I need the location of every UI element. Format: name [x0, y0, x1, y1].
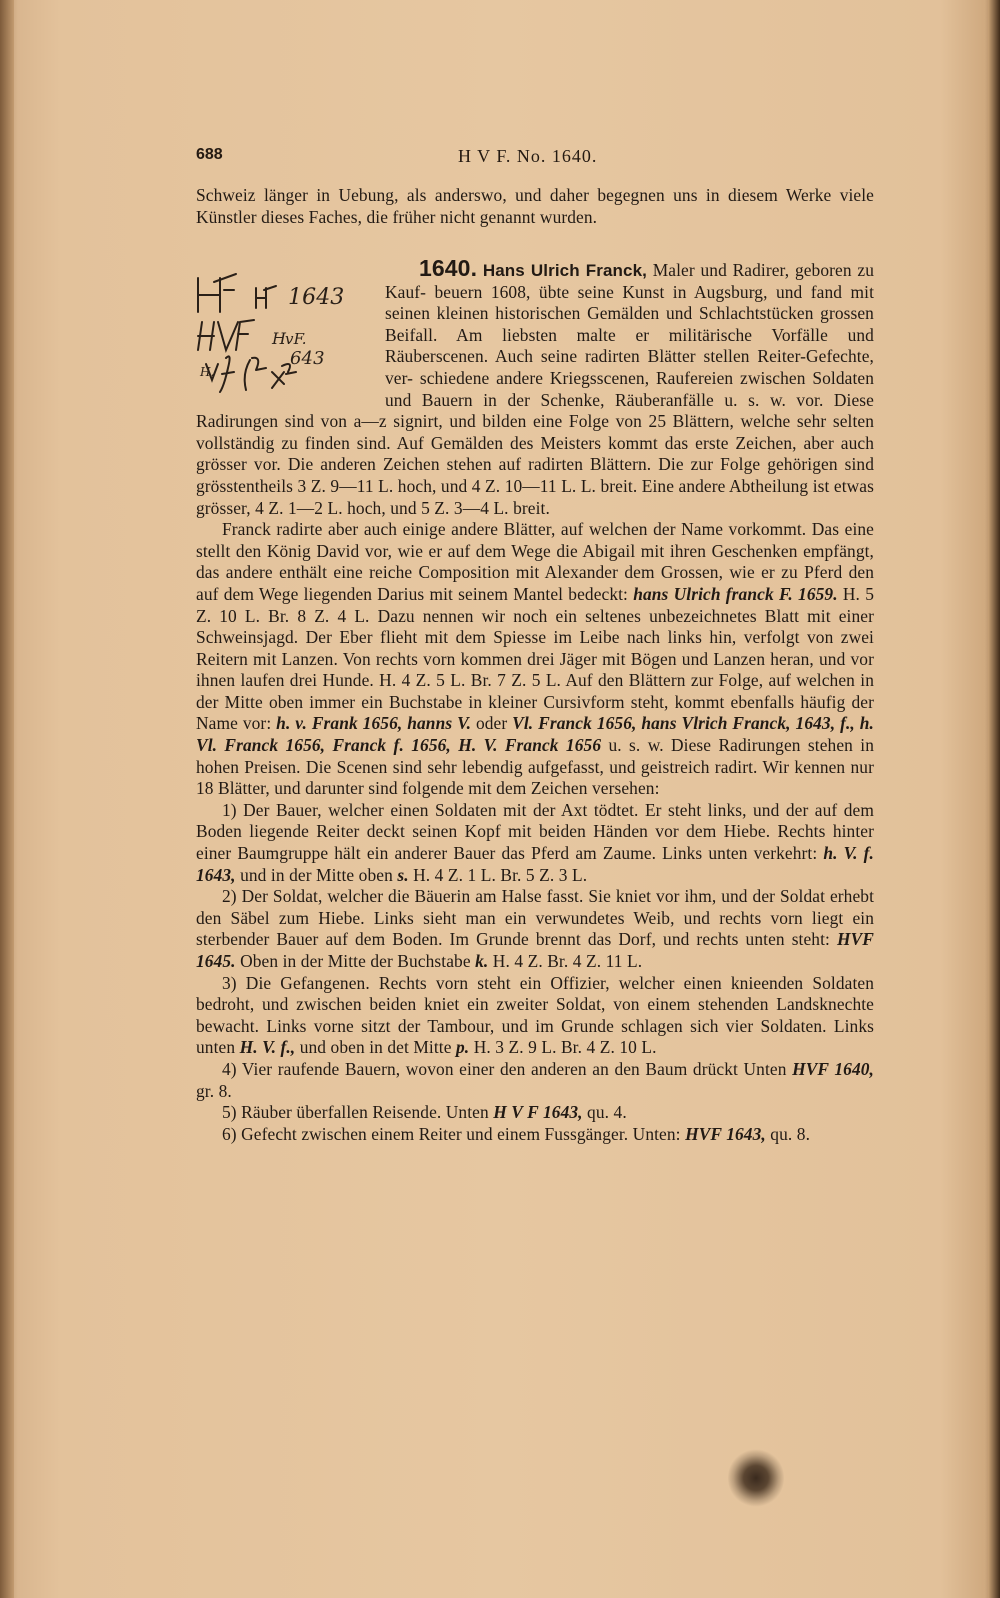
- item-3-text: H. 3 Z. 9 L. Br. 4 Z. 10 L.: [469, 1037, 657, 1058]
- intro-text: Schweiz länger in Uebung, als anderswo, und daher begegnen uns in diesem Werke viele Künstler dieses Faches, die früher nicht genannt wurden.: [196, 185, 874, 227]
- item-6-mark: HVF 1643,: [685, 1123, 766, 1144]
- list-item: [196, 1059, 874, 1102]
- entry-line-7: schiedene andere Kriegsscenen, Raufereien zwischen: [419, 367, 806, 388]
- item-4-text: 4) Vier raufende Bauern, wovon einer den anderen an den Baum drückt Unten: [222, 1058, 793, 1079]
- list-item: [196, 973, 874, 1059]
- entry-line-2: beuern 1608, übte seine Kunst in Augsburg, und: [434, 281, 803, 302]
- item-3-text: 3) Die Gefangenen. Rechts vorn steht ein Offizier, welcher einen knieenden Soldaten bedroht, und zwischen beiden kniet ein zweiter Soldat, von einem stehenden Landsknechte bewacht. Links vorne sitzt der Tambour, und im Grunde schlagen sich vier Soldaten. Links unten: [196, 972, 874, 1058]
- item-6-text: qu. 8.: [765, 1123, 811, 1144]
- item-1-mark: h. V. f. 1643,: [196, 843, 874, 885]
- item-2-text: Oben in der Mitte der Buchstabe: [235, 951, 476, 971]
- monogram-signatures: [192, 260, 382, 410]
- item-3-mark: H. V. f.,: [239, 1037, 296, 1058]
- item-2-mark: HVF 1645.: [196, 929, 874, 971]
- entry-line-6: seine radirten Blätter stellen Reiter-Gefechte, ver-: [385, 346, 874, 388]
- entry-line-1: Maler und Radirer, geboren zu Kauf-: [385, 260, 875, 302]
- item-3-text: und oben in det Mitte: [295, 1037, 456, 1058]
- paragraph-other-prints: [196, 519, 874, 800]
- item-2-text: H. 4 Z. Br. 4 Z. 11 L.: [488, 951, 643, 971]
- item-5-text: qu. 4.: [582, 1102, 627, 1123]
- artist-name: Hans Ulrich Franck,: [482, 261, 647, 280]
- para2-text: oder: [471, 713, 513, 734]
- svg-text:1643: 1643: [288, 285, 345, 310]
- item-1-text: und in der Mitte oben: [235, 864, 398, 885]
- item-3-mark: p.: [456, 1037, 470, 1058]
- header-title: H V F. No. 1640.: [458, 146, 598, 166]
- svg-text:643: 643: [290, 348, 325, 369]
- page-number: 688: [196, 146, 223, 163]
- item-4-mark: HVF 1640,: [792, 1058, 874, 1079]
- svg-text:H.: H.: [200, 365, 215, 379]
- entry-line-3: fand mit seinen kleinen historischen Gemälden und: [385, 281, 874, 324]
- para2-text: u. s. w. Diese Radirungen stehen in hohen Preisen. Die Scenen sind sehr lebendig aufgefasst, und geistreich radirt. Wir kennen nur 18 Blätter, und darunter sind folgende mit dem Zeichen versehen:: [196, 735, 875, 799]
- list-item: [196, 800, 874, 886]
- ink-smudge: [728, 1448, 784, 1508]
- item-4-text: gr. 8.: [196, 1080, 232, 1101]
- monograms: [192, 260, 377, 410]
- item-6-text: 6) Gefecht zwischen einem Reiter und einem Fussgänger. Unten:: [222, 1123, 686, 1144]
- entry-line-4: Schlachtstücken grossen Beifall. Am liebsten malte: [385, 303, 874, 345]
- numbered-prints-list: [196, 800, 874, 1146]
- svg-text:vF.: vF.: [285, 330, 307, 348]
- intro-paragraph: [196, 185, 874, 228]
- para2-text: Franck radirte aber auch einige andere Blätter, auf welchen der Name vorkommt. Das eine stellt den König David vor, wie er auf dem Wege die Abigail mit ihren Geschenken empfängt, das andere enthält eine reiche Composition mit Alexander dem Grossen, wie er zu Pferd den auf dem Wege liegenden Darius mit seinem Mantel bedeckt:: [196, 519, 874, 604]
- entry-para-rest: Soldaten und Bauern in der Schenke, Räuberanfälle u. s. w. vor. Diese Radirungen sind von a—z signirt, und bilden eine Folge von 25 Blättern, welche sehr selten vollständig zu finden sind. Auf Gemälden des Meisters kommt das erste Zeichen, aber auch grösser vor. Die anderen Zeichen stehen auf radirten Blättern. Die zur Folge gehörigen sind grösstentheils 3 Z. 9—11 L. hoch, und 4 Z. 10—11 L. L. breit. Eine andere Abtheilung ist etwas grösser, 4 Z. 1—2 L. hoch, und 5 Z. 3—4 L. breit.: [196, 367, 874, 518]
- item-1-text: 1) Der Bauer, welcher einen Soldaten mit der Axt tödtet. Er steht links, und der auf dem Boden liegende Reiter deckt seinen Kopf mit beiden Händen vor dem Hiebe. Rechts hinter einer Baumgruppe hält ein anderer Bauer das Pferd am Zaume. Links unten verkehrt:: [196, 799, 874, 864]
- para2-mark: h. v. Frank 1656, hanns V.: [276, 713, 472, 734]
- para2-text: H. 5 Z. 10 L. Br. 8 Z. 4 L. Dazu nennen wir noch ein seltenes unbezeichnetes Blatt mit einer Schweinsjagd. Der Eber flieht mit dem Spiesse im Leibe nach links hin, verfolgt von zwei Reitern mit Lanzen. Von rechts vorn kommen drei Jäger mit Bögen und Lanzen heran, und vor ihnen laufen drei Hunde. H. 4 Z. 5 L. Br. 7 Z. 5 L. Auf den Blättern zur Folge, auf welchen in der Mitte oben immer ein Buchstabe in kleiner Cursivform steht, kommt ebenfalls häufig der Name vor:: [196, 583, 874, 734]
- list-item: [196, 1124, 874, 1146]
- svg-text:H: H: [272, 329, 287, 348]
- para2-mark: hans Ulrich franck F. 1659.: [633, 583, 838, 604]
- item-1-mark: s.: [397, 864, 409, 885]
- entry-number: 1640.: [419, 255, 478, 281]
- list-item: [196, 1102, 874, 1124]
- entry-1640: [196, 255, 875, 1145]
- item-2-text: 2) Der Soldat, welcher die Bäuerin am Halse fasst. Sie kniet vor ihm, und der Soldat erhebt den Säbel zum Hiebe. Links sieht man ein verwundetes Weib, und rechts vorn liegt ein sterbender Bauer auf dem Boden. Im Grunde brennt das Dorf, und rechts unten steht:: [196, 886, 874, 950]
- item-2-mark: k.: [475, 951, 489, 971]
- item-5-text: 5) Räuber überfallen Reisende. Unten: [222, 1102, 494, 1123]
- list-item: [196, 886, 874, 972]
- item-1-text: H. 4 Z. 1 L. Br. 5 Z. 3 L.: [408, 864, 588, 885]
- para2-mark: Vl. Franck 1656, hans Vlrich Franck, 1643, f., h. Vl. Franck 1656, Franck f. 1656, H. V. Franck 1656: [196, 713, 874, 756]
- entry-line-5: er militärische Vorfälle und Räuberscenen. Auch: [385, 324, 874, 367]
- item-5-mark: H V F 1643,: [493, 1102, 583, 1123]
